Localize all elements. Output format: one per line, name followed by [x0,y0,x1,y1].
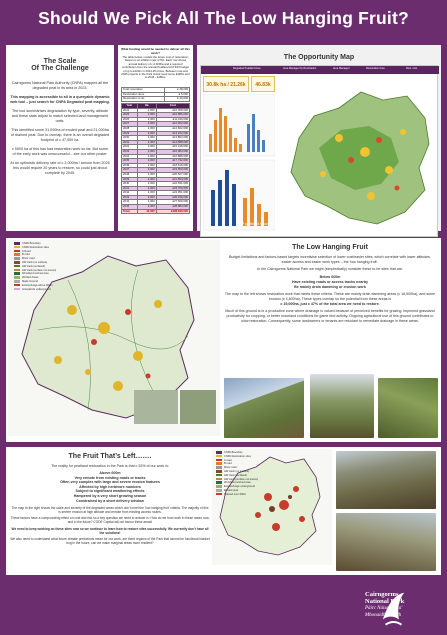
legend-swatch [216,462,222,465]
legend-swatch [14,242,20,245]
cell-cost: £19,550,000 [156,168,189,173]
cell-cost: £14,588,000 [156,140,189,145]
funding-intro: The table below, models the future cost of restoration; based on an inflation rate of 5%. Each row shows annual delivery of c.2,000ha and a required contribution from the annual Peatland ACTION budget of up to £100m in 2024-25 prices. Between now and 2045 projects in the Park would need some £428m and to 2045 - £480m. [121,55,190,80]
legend-swatch [216,466,222,469]
summary-label: Restoration to do [122,97,165,102]
cell-ha: 2,000 [137,126,156,131]
leftfruit-p3: These factors have a compounding effect on cost and risk so a key question we need to answer is: How do we fund work in these areas now, and in the future? CODE Capital will not favour these areas! [10,516,210,525]
funding-heading: What funding would be needed to deliver all this work? [121,47,190,55]
legend-label: Drained over 600m [224,492,247,496]
cell-year: 2024 [122,108,138,113]
cell-ha: 2,000 [137,140,156,145]
cell-year: 2038 [122,172,138,177]
legend-label: Grasslands underground [22,287,51,291]
summary-label: Restoration done [122,92,165,97]
cell-year: 2037 [122,168,138,173]
scale-heading [10,58,110,72]
cell-cost: £12,002,000 [156,122,189,127]
cell-ha: 2,000 [137,113,156,118]
legend-swatch [14,265,20,268]
legend-swatch [14,250,20,253]
legend-swatch [14,257,20,260]
dash-tab-2: Area Managed by Restoration [283,67,317,70]
cell-year: 2035 [122,159,138,164]
legend-label: HW track (no surface) [22,260,48,264]
dashboard-charts [203,94,275,234]
dashboard-screenshot [200,65,438,237]
legend-label: Worked Areas [22,276,39,280]
opportunity-title: The Opportunity Map [283,54,355,61]
summary-value: £ 43,000 [165,97,190,102]
cell-ha: 2,000 [137,131,156,136]
logo-line1: Cairngorms [365,591,399,598]
summary-label: Total restoration [122,88,165,93]
cell-cost: £26,199,000 [156,195,189,200]
scale-panel [6,45,114,231]
legend-label: Minor road [22,257,35,261]
lowfruit-photo-1 [224,378,304,438]
cell-ha: 2,000 [137,191,156,196]
cell-year: 2040 [122,182,138,187]
cell-ha: 2,000 [137,168,156,173]
legend-swatch [216,485,222,488]
scale-p1: Cairngorms National Park Authority (CNPA) mapped all the degraded peat in its area in 2023. [11,81,109,90]
logo-line4: Mhonaidh Ruaidh [365,613,402,618]
leftfruit-b6: Hampered by a very short growing season [73,494,147,499]
col-cost: Cost [156,104,189,109]
legend-label: Erosion/Hags underground [224,485,256,489]
legend-swatch [216,481,222,484]
legend-swatch [216,455,222,458]
summary-row [122,97,190,102]
cell-cost: £23,763,000 [156,186,189,191]
cell-ha: 2,000 [137,159,156,164]
total-cell: 44,000 [137,209,156,214]
legend-swatch [216,474,222,477]
legend-swatch [216,478,222,481]
scale-p2: This mapping is accessible to all in a queryable dynamic web tool – just search for CNPA Degraded peat mapping. [10,95,110,104]
cell-cost: £21,554,000 [156,177,189,182]
col-year: Year [122,104,138,109]
cell-cost: £11,430,000 [156,117,189,122]
funding-panel [118,45,193,231]
legend-swatch [14,253,20,256]
scale-p5: c 5000 ha of this has had restoration work so far. But some of the early work was unsuccessful – see our other poster. [11,147,109,156]
cell-year: 2043 [122,195,138,200]
cell-ha: 2,000 [137,163,156,168]
legend-swatch [14,246,20,249]
cell-ha: 2,000 [137,117,156,122]
cell-cost: £10,368,000 [156,108,189,113]
cell-year: 2026 [122,117,138,122]
legend-label: Woodland worked area [224,481,251,485]
dashboard-link[interactable]: CNP peatland restoration scoping dashboard (arcgis.com) [236,222,329,226]
scale-p4: This identified some 31,000ha of eroded peat and 21,000ha of drained peat. Due to overlap, there is an overall degraded footprint of c 47,000 ha. [10,128,110,142]
cell-year: 2033 [122,149,138,154]
legend-swatch [216,459,222,462]
cell-year: 2036 [122,163,138,168]
legend-swatch [216,470,222,473]
legend-swatch [216,489,222,492]
cell-cost: £16,084,000 [156,149,189,154]
cell-year: 2034 [122,154,138,159]
lowfruit-c2: Have existing roads or access tracks nearby [292,279,368,284]
cell-cost: £16,888,000 [156,154,189,159]
leftfruit-b4: Affected by high herbivore numbers [79,484,141,489]
lowfruit-p4: Much of this ground is in a productive zone where drainage is valued because of perceived benefits for grazing, improved grassland productivity for cropping, or better moorland conditions for game bird activity. Ongoing agricultural use of this ground contributes to slow restoration. Consequently, some landowners or tenants are reluctant to remediate drainage in these areas. [225,309,435,323]
cell-cost: £17,732,000 [156,159,189,164]
cell-year: 2031 [122,140,138,145]
lowfruit-text [224,244,436,326]
leftfruit-b3: Often very complex with large and severe erosion features [60,480,160,485]
legend-label: B road [224,462,232,466]
cell-cost: £13,894,000 [156,136,189,141]
leftfruit-legend [216,451,258,497]
legend-label: CNPA Boundary [224,451,243,454]
cell-cost: £10,886,000 [156,113,189,118]
legend-swatch [216,451,222,454]
poster-title: Should We Pick All The Low Hanging Fruit? [38,8,409,28]
leftfruit-title: The Fruit That’s Left……. [68,453,152,460]
cell-cost: £15,318,000 [156,145,189,150]
cell-ha: 2,000 [137,200,156,205]
cell-cost: £18,619,000 [156,163,189,168]
col-ha: Ha [137,104,156,109]
lowfruit-p2: In the Cairngorms National Park we might (simplistically) consider these to be sites that are: [257,267,403,272]
legend-swatch [216,493,222,496]
legend-swatch [14,276,20,279]
cell-ha: 2,000 [137,186,156,191]
scale-p6: At an optimistic delivery rate of c 2,000ha / annum from 2025 this would require 20 years to restore, so could just about complete by 2045. [10,161,110,175]
lowfruit-c1: Below 600m [319,275,341,280]
lowfruit-legend [14,242,56,291]
legend-label: HW track (surfaced) [224,473,248,477]
logo-line3: Pàirc Nàiseanta a' [365,606,403,611]
cell-year: 2025 [122,113,138,118]
leftfruit-p5: We also need to understand what future climate predictions mean for our work, are there regions of the Park that cannot be functional blanket bog in the future, can we make marginal areas more resilient? [10,537,210,546]
cost-total-row [122,209,190,214]
cell-cost: £20,527,000 [156,172,189,177]
legend-label: HW track (surface not known) [224,477,259,481]
cell-year: 2041 [122,186,138,191]
legend-label: A road [224,458,232,462]
cell-ha: 2,000 [137,108,156,113]
summary-value: £ 48,000 [165,88,190,93]
legend-swatch [14,284,20,287]
legend-label: HW track (surfaced) [22,264,46,268]
legend-label: Made Ground [22,279,38,283]
kpi-total: 46.83k [251,76,275,92]
dash-tab-3: Area Managed [333,67,350,70]
leftfruit-p2: The map to the right shows the scale and severity of the degraded areas which don’t meet the ‘low hanging fruit’ criteria. The majority of this is severe erosion at high altitude and remote from existing access routes. [11,505,209,514]
scale-title-line2: Of The Challenge [31,65,89,72]
cell-year: 2039 [122,177,138,182]
dashboard-header [201,66,439,74]
legend-label: A Road [22,249,31,253]
scale-p3: The tool summarises degradation by type, severity, altitude and these stats adjust to match selected land management units. [11,109,109,123]
cell-ha: 2,000 [137,182,156,187]
cell-ha: 2,000 [137,195,156,200]
scale-title-line1: The Scale [43,58,77,65]
legend-label: Eroded peat [224,488,239,492]
park-logo-text [365,591,404,619]
legend-swatch [14,269,20,272]
legend-label: B road [22,253,30,257]
legend-label: HW track (surface not known) [22,268,57,272]
total-cell: £428,030,000 [156,209,189,214]
legend-label: Minor road [224,466,237,470]
funding-table [121,87,190,102]
cell-cost: £12,602,000 [156,126,189,131]
cell-cost: £13,232,000 [156,131,189,136]
legend-swatch [14,280,20,283]
lowfruit-title: The Low Hanging Fruit [292,244,368,251]
cell-cost: £24,951,000 [156,191,189,196]
legend-swatch [14,288,20,291]
leftfruit-photo-2 [336,513,436,571]
cell-year: 2045 [122,205,138,210]
leftfruit-photo-1 [336,451,436,509]
legend-item [14,288,56,292]
leftfruit-b7: Constrained by a short delivery window [76,498,144,503]
cell-ha: 2,000 [137,122,156,127]
cell-year: 2044 [122,200,138,205]
leftfruit-p4: We need to keep working on these sites now so we continue to learn how to restore sites successfully. We currently don’t have all the solutions! [11,526,209,535]
cell-ha: 2,000 [137,145,156,150]
legend-label: CNPA Restoration sites [22,245,49,249]
cell-ha: 2,000 [137,136,156,141]
cell-year: 2032 [122,145,138,150]
scale-body [10,81,110,180]
opportunity-panel [197,45,441,231]
cost-table [121,103,190,214]
legend-swatch [14,272,20,275]
cell-cost: £28,884,000 [156,205,189,210]
cell-cost: £27,509,000 [156,200,189,205]
cell-ha: 2,000 [137,205,156,210]
logo-line2: National Park [365,598,405,605]
legend-item [216,493,258,497]
cell-ha: 2,000 [137,149,156,154]
cell-year: 2027 [122,122,138,127]
cell-year: 2030 [122,136,138,141]
lowfruit-p1: Budget limitations and factors-based targets incentivise selection of lower cost/easier sites; which correlate with lower altitudes, easier access and easier work types – the ‘low hanging fruit’. [229,255,431,264]
lowfruit-photo-3 [378,378,438,438]
cell-ha: 2,000 [137,154,156,159]
lowfruit-p3: The map to the left shows restoration work that meets these criteria. These are mainly drain damming areas (c 16,500ha), and some erosion (c 4,800ha). These types overlap so the potential from these areas is [224,292,436,301]
cell-year: 2028 [122,126,138,131]
cell-cost: £22,631,000 [156,182,189,187]
cell-year: 2042 [122,191,138,196]
total-cell: Total [122,209,138,214]
legend-label: Woodland worked area [22,272,49,276]
leftfruit-p1: The reality for peatland restoration in the Park is that c 53% of our work is: [51,464,169,468]
footer [0,575,447,635]
cell-ha: 2,000 [137,172,156,177]
kpi-degraded: 30.8k ha / 21.26k [203,76,249,92]
dash-tab-5: Rest. cost [406,67,418,70]
dash-tab-4: Restoration Area [366,67,385,70]
leftfruit-b2: Very remote from existing roads or tracks [74,475,146,480]
lowfruit-panel [6,238,441,442]
lowfruit-photo-2 [310,374,374,438]
summary-value: £ 5,000 [165,92,190,97]
leftfruit-b1: Above 600m [99,471,121,476]
lowfruit-p3b: c 19,000ha, just c 47% of the total area we need to restore. [280,301,380,306]
leftfruit-text-2 [6,528,208,574]
cell-ha: 2,000 [137,177,156,182]
dash-tab-1: Degraded Peatland Area [233,67,261,70]
legend-swatch [14,261,20,264]
cell-year: 2029 [122,131,138,136]
legend-label: HW track (no surface) [224,469,250,473]
legend-label: Erosion/Hags above 600m [22,283,53,287]
opportunity-map [279,78,437,233]
legend-label: CNPA Restoration sites [224,454,251,458]
lowfruit-c3: Be mainly drain damming or erosion work [294,284,366,289]
leftfruit-b5: Subject to significant weathering effects [75,489,145,494]
legend-label: CNPA Boundary [22,242,41,245]
